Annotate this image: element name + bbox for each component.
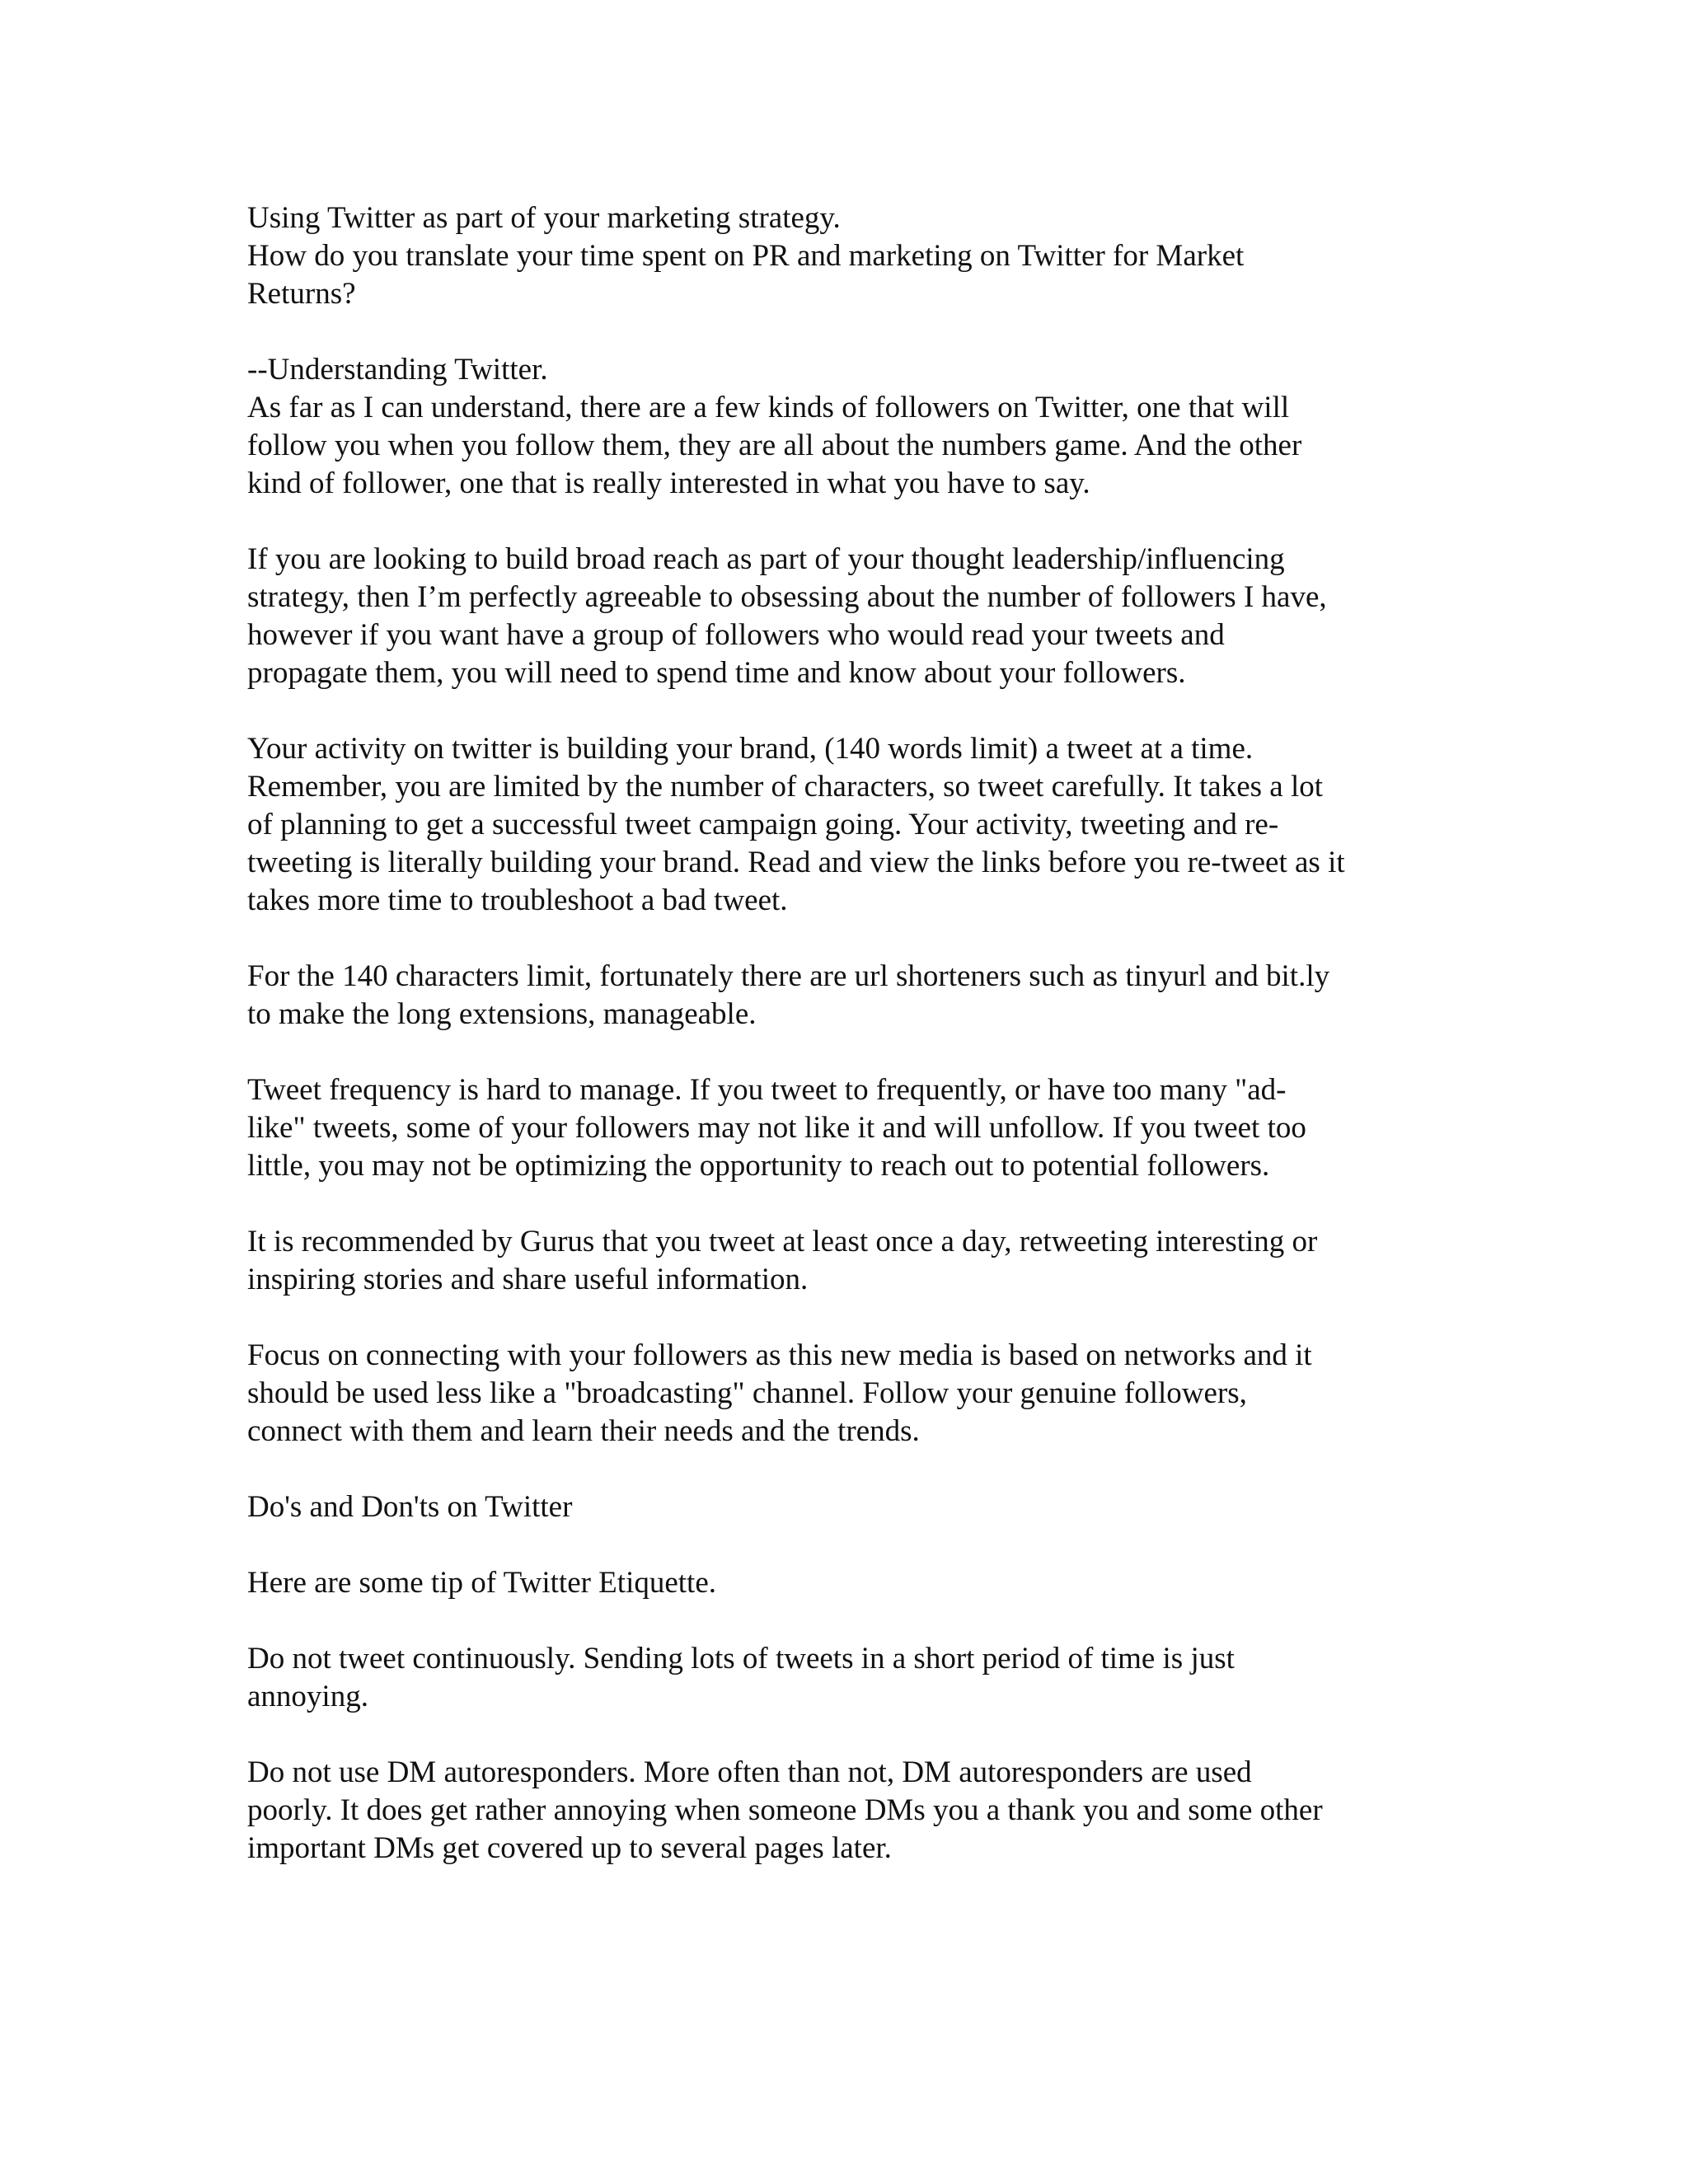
- document-body: [247, 199, 1451, 1905]
- text-line: however if you want have a group of followers who would read your tweets and: [247, 618, 1225, 652]
- text-line: Focus on connecting with your followers as this new media is based on networks and it: [247, 1338, 1312, 1372]
- text-line: takes more time to troubleshoot a bad tweet.: [247, 883, 788, 917]
- text-line: inspiring stories and share useful information.: [247, 1263, 809, 1296]
- text-line: How do you translate your time spent on PR and marketing on Twitter for Market: [247, 239, 1245, 273]
- text-line: annoying.: [247, 1680, 368, 1713]
- paragraph-focus: [247, 1337, 1451, 1451]
- text-line: Remember, you are limited by the number of characters, so tweet carefully. It takes a lot: [247, 770, 1324, 804]
- text-line: Do not tweet continuously. Sending lots of tweets in a short period of time is just: [247, 1642, 1235, 1675]
- text-line: should be used less like a "broadcasting" channel. Follow your genuine followers,: [247, 1376, 1247, 1410]
- text-line: Returns?: [247, 277, 356, 311]
- section-heading: --Understanding Twitter.: [247, 353, 548, 387]
- paragraph-understanding: [247, 351, 1451, 503]
- text-line: connect with them and learn their needs and the trends.: [247, 1414, 920, 1448]
- text-line: propagate them, you will need to spend time and know about your followers.: [247, 656, 1186, 690]
- text-line: of planning to get a successful tweet campaign going. Your activity, tweeting and re-: [247, 808, 1279, 841]
- text-line: If you are looking to build broad reach as part of your thought leadership/influencing: [247, 542, 1285, 576]
- text-line: follow you when you follow them, they are all about the numbers game. And the other: [247, 429, 1302, 462]
- text-line: tweeting is literally building your brand. Read and view the links before you re-tweet as it: [247, 846, 1345, 879]
- text-line: For the 140 characters limit, fortunately there are url shorteners such as tinyurl and bit.ly: [247, 959, 1330, 993]
- section-heading: Do's and Don'ts on Twitter: [247, 1490, 573, 1524]
- text-line: It is recommended by Gurus that you tweet at least once a day, retweeting interesting or: [247, 1225, 1318, 1258]
- text-line: important DMs get covered up to several pages later.: [247, 1831, 892, 1865]
- text-line: strategy, then I’m perfectly agreeable to obsessing about the number of followers I have,: [247, 580, 1327, 614]
- text-line: little, you may not be optimizing the opportunity to reach out to potential followers.: [247, 1149, 1270, 1183]
- paragraph-recommended: [247, 1223, 1451, 1299]
- paragraph-broad-reach: [247, 541, 1451, 692]
- paragraph-intro: [247, 199, 1451, 313]
- paragraph-continuous: [247, 1640, 1451, 1716]
- text-line: kind of follower, one that is really interested in what you have to say.: [247, 466, 1090, 500]
- text-line: like" tweets, some of your followers may not like it and will unfollow. If you tweet too: [247, 1111, 1306, 1145]
- text-line: poorly. It does get rather annoying when someone DMs you a thank you and some other: [247, 1793, 1323, 1827]
- paragraph-dos-donts: [247, 1488, 1451, 1526]
- text-line: Tweet frequency is hard to manage. If you tweet to frequently, or have too many "ad-: [247, 1073, 1287, 1107]
- text-line: Do not use DM autoresponders. More often than not, DM autoresponders are used: [247, 1755, 1252, 1789]
- text-line: Here are some tip of Twitter Etiquette.: [247, 1566, 717, 1600]
- paragraph-frequency: [247, 1071, 1451, 1185]
- paragraph-dm: [247, 1754, 1451, 1868]
- text-line: to make the long extensions, manageable.: [247, 997, 757, 1031]
- paragraph-etiquette: [247, 1564, 1451, 1602]
- text-line: Your activity on twitter is building your brand, (140 words limit) a tweet at a time.: [247, 732, 1254, 766]
- paragraph-characters: [247, 958, 1451, 1033]
- paragraph-activity: [247, 730, 1451, 920]
- text-line: As far as I can understand, there are a few kinds of followers on Twitter, one that will: [247, 391, 1290, 424]
- document-title: Using Twitter as part of your marketing strategy.: [247, 201, 841, 235]
